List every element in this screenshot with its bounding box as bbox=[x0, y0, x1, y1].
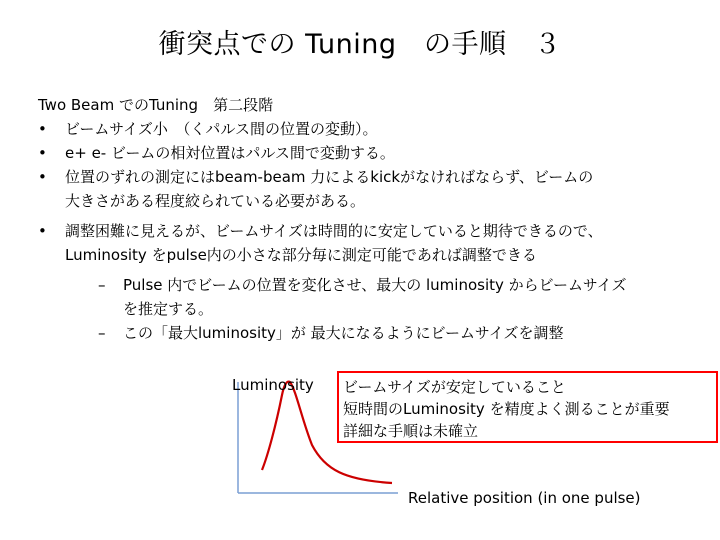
slide-title: 衝突点での Tuning の手順 ３ bbox=[158, 29, 562, 60]
x-axis-label: Relative position (in one pulse) bbox=[408, 489, 641, 507]
bullet-line: 位置のずれの測定にはbeam-beam 力によるkickがなければならず、ビームの bbox=[65, 168, 594, 186]
intro-line: Two Beam でのTuning 第二段階 bbox=[38, 96, 274, 114]
bullet-mark: • bbox=[38, 120, 47, 138]
bullet-mark: • bbox=[38, 144, 47, 162]
sub-bullet-line: を推定する。 bbox=[123, 300, 214, 318]
bullet-line: e+ e- ビームの相対位置はパルス間で変動する。 bbox=[65, 144, 395, 162]
bullet-mark: • bbox=[38, 168, 47, 186]
bullet-line: ビームサイズ小 （くパルス間の位置の変動）。 bbox=[65, 120, 378, 138]
y-axis-label: Luminosity bbox=[232, 376, 314, 394]
sub-bullet-mark: – bbox=[98, 324, 106, 342]
sub-bullet-line: この「最大luminosity」が 最大になるようにビームサイズを調整 bbox=[123, 324, 564, 342]
sub-bullet-line: Pulse 内でビームの位置を変化させ、最大の luminosity からビームサイズ bbox=[123, 276, 627, 294]
bullet-line: 調整困難に見えるが、ビームサイズは時間的に安定していると期待できるので、 bbox=[65, 222, 603, 240]
requirements-callout bbox=[337, 371, 718, 443]
callout-line: 詳細な手順は未確立 bbox=[343, 422, 479, 440]
bullet-line: Luminosity をpulse内の小さな部分毎に測定可能であれば調整できる bbox=[65, 246, 537, 264]
bullet-line: 大きさがある程度絞られている必要がある。 bbox=[65, 192, 366, 210]
callout-line: 短時間のLuminosity を精度よく測ることが重要 bbox=[343, 400, 670, 418]
bullet-mark: • bbox=[38, 222, 47, 240]
callout-line: ビームサイズが安定していること bbox=[343, 378, 566, 396]
sub-bullet-mark: – bbox=[98, 276, 106, 294]
